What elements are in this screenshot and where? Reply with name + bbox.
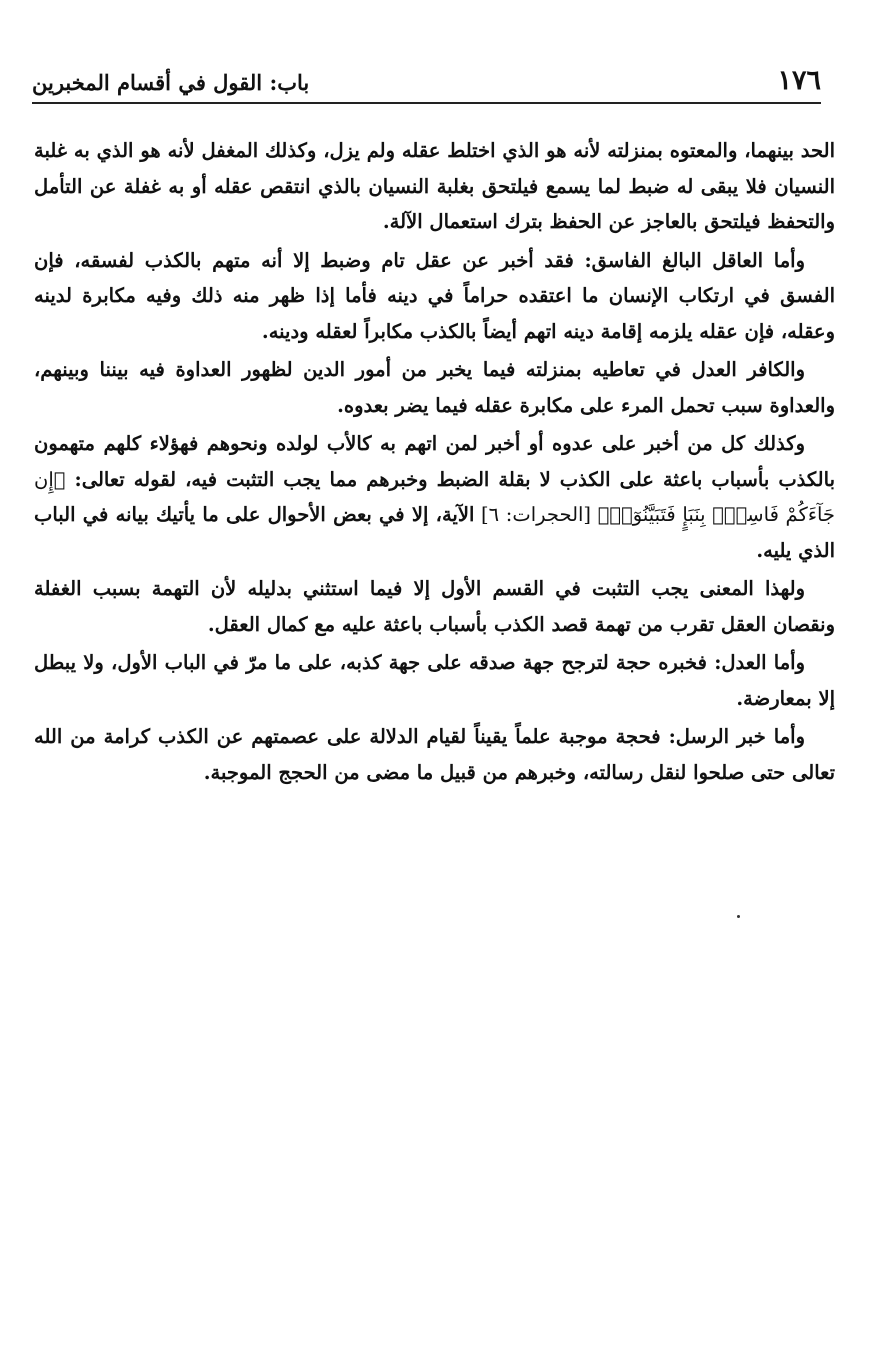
- paragraph-text: الآية، إلا في بعض الأحوال على ما يأتيك بيانه في الباب الذي يليه.: [34, 503, 835, 562]
- paragraph-text: فقد أخبر عن عقل تام وضبط إلا أنه متهم بالكذب لفسقه، فإن الفسق في ارتكاب الإنسان ما اعتقده حراماً في دينه فأما إذا ظهر منه ذلك وفيه مكابرة لدينه وعقله، فإن عقله يلزمه إقامة دينه اتهم أيضاً بالكذب مكابراً لعقله ودينه.: [34, 248, 835, 343]
- paragraph-3: [34, 352, 835, 423]
- paragraph-6: [34, 645, 835, 716]
- quran-verse: ﴿إِن جَآءَكُمْ فَاسِقُۢ بِنَبَإٍ فَتَبَيَّنُوٓا۟﴾: [34, 467, 835, 526]
- paragraph-2: [34, 243, 835, 350]
- paragraph-text: فخبره حجة لترجح جهة صدقه على جهة كذبه، على ما مرّ في الباب الأول، ولا يبطل إلا بمعارضة.: [34, 651, 835, 710]
- paragraph-lead: وأما العدل:: [714, 651, 805, 674]
- paragraph-text: ولهذا المعنى يجب التثبت في القسم الأول إلا فيما استثني بدليله لأن التهمة بسبب الغفلة ونقصان العقل تقرب من تهمة قصد الكذب بأسباب باعثة عليه مع كمال العقل.: [34, 577, 835, 636]
- paragraph-text: في تعاطيه بمنزلته فيما يخبر من أمور الدين لظهور العداوة فيه بيننا وبينهم، والعداوة سبب تحمل المرء على مكابرة عقله فيما يضر بعدوه.: [34, 358, 835, 417]
- paragraph-1: [34, 133, 835, 240]
- paragraph-text: وكذلك كل من أخبر على عدوه أو أخبر لمن اتهم به كالأب لولده ونحوهم فهؤلاء كلهم متهمون بالكذب بأسباب باعثة على الكذب لا بقلة الضبط وخبرهم مما يجب التثبت فيه، لقوله تعالى:: [34, 432, 835, 491]
- paragraph-text: فحجة موجبة علماً يقيناً لقيام الدلالة على عصمتهم عن الكذب كرامة من الله تعالى حتى صلحوا لنقل رسالته، وخبرهم من قبيل ما مضى من الحجج الموجبة.: [34, 725, 835, 784]
- paragraph-5: [34, 571, 835, 642]
- paragraph-4: [34, 426, 835, 568]
- paragraph-lead: وأما العاقل البالغ الفاسق:: [584, 248, 805, 272]
- running-header: [32, 62, 821, 104]
- body-text: [34, 133, 835, 793]
- paragraph-text: الحد بينهما، والمعتوه بمنزلته لأنه هو الذي اختلط عقله ولم يزل، وكذلك المغفل لأنه هو الذي به غلبة النسيان فلا يبقى له ضبط لما يسمع فيلتحق بغلبة النسيان بالذي انتقص عقله أو به غفلة عن التأمل والتحفظ فيلتحق بالعاجز عن الحفظ بترك استعمال الآلة.: [34, 139, 835, 233]
- chapter-title: باب: القول في أقسام المخبرين: [32, 70, 310, 95]
- ink-speck: [737, 915, 740, 918]
- paragraph-lead: والكافر العدل: [691, 358, 805, 381]
- verse-reference: [الحجرات: ٦]: [474, 503, 598, 526]
- paragraph-lead: وأما خبر الرسل:: [668, 725, 806, 748]
- page-number: ١٧٦: [777, 65, 821, 96]
- paragraph-7: [34, 719, 835, 790]
